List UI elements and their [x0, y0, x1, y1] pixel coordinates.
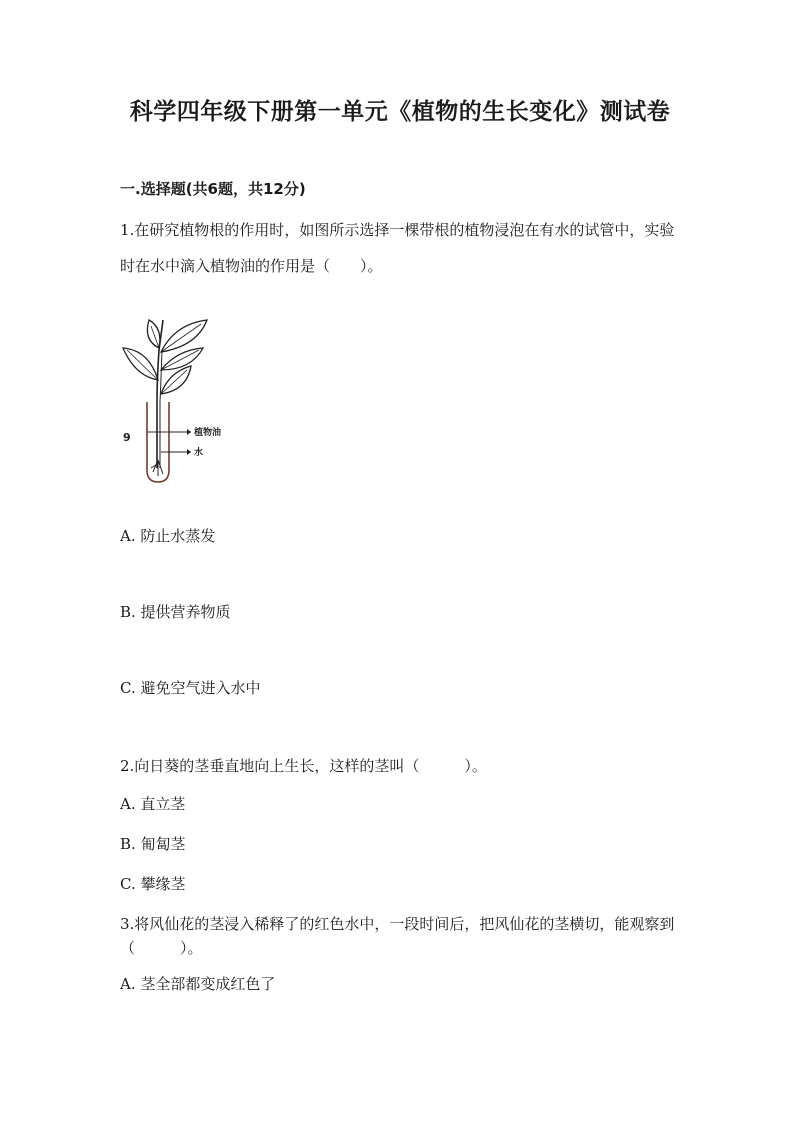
figure-number: 9 [123, 431, 131, 444]
question-2-option-c: C. 攀缘茎 [120, 875, 186, 893]
plant-in-test-tube-illustration [115, 310, 255, 490]
question-1-option-c: C. 避免空气进入水中 [120, 679, 261, 697]
page-title: 科学四年级下册第一单元《植物的生长变化》测试卷 [129, 99, 671, 125]
question-2-text: 2.向日葵的茎垂直地向上生长，这样的茎叫（ ）。 [120, 757, 487, 775]
question-3-option-a: A. 茎全部都变成红色了 [120, 975, 276, 993]
plant-stem-inner [160, 350, 162, 468]
question-3-text: 3.将风仙花的茎浸入稀释了的红色水中，一段时间后，把风仙花的茎横切，能观察到（ ）。 [120, 915, 675, 957]
section-heading: 一.选择题(共6题，共12分) [120, 180, 306, 198]
question-1-option-b: B. 提供营养物质 [120, 603, 231, 621]
question-1-option-a: A. 防止水蒸发 [120, 527, 216, 545]
question-2-option-b: B. 匍匐茎 [120, 835, 186, 853]
question-2-option-a: A. 直立茎 [120, 795, 186, 813]
question-1-text: 1.在研究植物根的作用时，如图所示选择一棵带根的植物浸泡在有水的试管中，实验时在水中滴入植物油的作用是（ ）。 [120, 221, 675, 275]
label-plant-oil: 植物油 [194, 428, 222, 438]
plant-test-tube-figure [115, 310, 255, 490]
label-water: 水 [194, 448, 204, 458]
